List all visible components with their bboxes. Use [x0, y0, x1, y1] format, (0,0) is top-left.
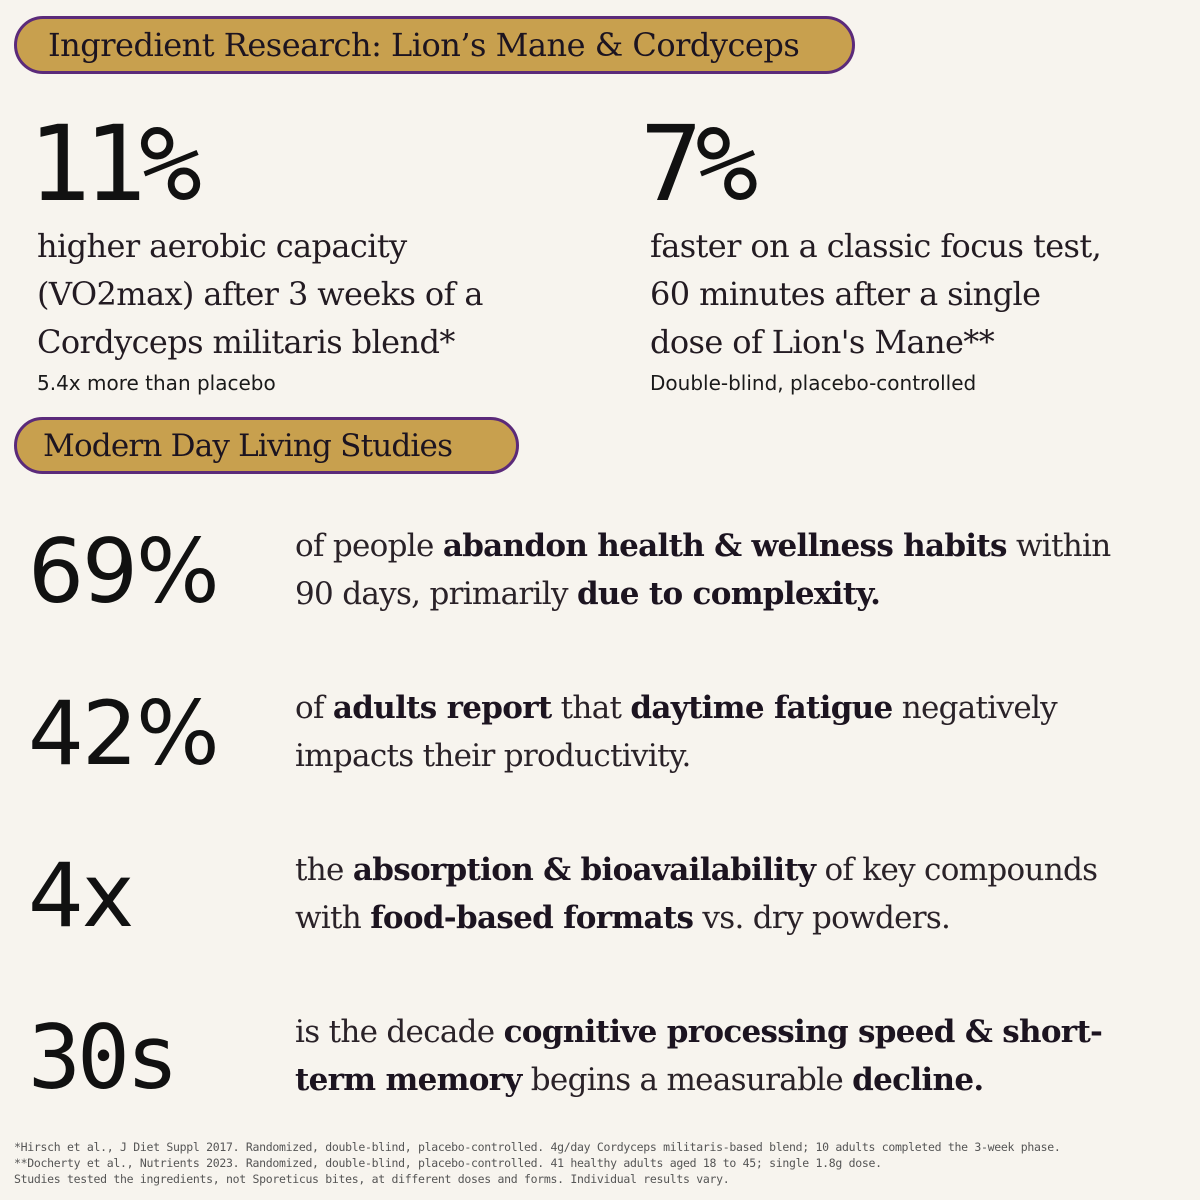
stat-text-line [295, 732, 1057, 780]
vo2max-stat-value: 11% [28, 103, 195, 225]
research-section-title: Ingredient Research: Lion’s Mane & Cordyceps [48, 26, 800, 64]
habits-stat-value: 69% [28, 520, 218, 623]
emphasis-text: cognitive processing speed & short- [503, 1014, 1103, 1050]
footnote-cordyceps: *Hirsch et al., J Diet Suppl 2017. Randomized, double-blind, placebo-controlled. 4g/day Cordyceps militaris-based blend; 10 adults completed the 3-week phase. [14, 1140, 1061, 1154]
living-section-badge [14, 417, 519, 474]
stat-text: the [295, 852, 353, 888]
description-line: Cordyceps militaris blend* [37, 323, 455, 361]
vo2max-stat-description [37, 222, 483, 366]
absorption-stat-text [295, 846, 1097, 942]
focus-stat-description [650, 222, 1101, 366]
footnote-disclaimer: Studies tested the ingredients, not Sporeticus bites, at different doses and forms. Individual results vary. [14, 1172, 730, 1186]
stat-text-line [295, 522, 1111, 570]
stat-text: that [551, 690, 631, 726]
living-section-title: Modern Day Living Studies [43, 427, 453, 464]
stat-text-line [295, 846, 1097, 894]
stat-text: begins a measurable [521, 1062, 853, 1098]
footnotes [14, 1139, 1061, 1187]
description-line: (VO2max) after 3 weeks of a [37, 275, 483, 313]
cognition-stat-value: 30s [28, 1006, 175, 1109]
emphasis-text: absorption & bioavailability [352, 852, 816, 888]
description-line: 60 minutes after a single [650, 275, 1041, 313]
emphasis-text: food-based formats [370, 900, 694, 936]
stat-text: of [295, 690, 333, 726]
stat-text-line [295, 570, 1111, 618]
stat-text: impacts their productivity. [295, 738, 691, 774]
stat-text: with [295, 900, 371, 936]
emphasis-text: adults report [332, 690, 552, 726]
emphasis-text: decline. [852, 1062, 984, 1098]
emphasis-text: due to complexity. [576, 576, 881, 612]
description-line: faster on a classic focus test, [650, 227, 1102, 265]
description-line: dose of Lion's Mane** [650, 323, 995, 361]
stat-text-line [295, 894, 1097, 942]
stat-text-line [295, 1008, 1102, 1056]
stat-text: is the decade [295, 1014, 504, 1050]
stat-text: within [1006, 528, 1111, 564]
stat-text: of people [295, 528, 443, 564]
emphasis-text: daytime fatigue [630, 690, 893, 726]
stat-text-line [295, 1056, 1102, 1104]
stat-text: vs. dry powders. [693, 900, 951, 936]
fatigue-stat-value: 42% [28, 682, 218, 785]
footnote-lions-mane: **Docherty et al., Nutrients 2023. Randomized, double-blind, placebo-controlled. 41 healthy adults aged 18 to 45; single 1.8g dose. [14, 1156, 882, 1170]
stat-text-line [295, 684, 1057, 732]
absorption-stat-value: 4x [28, 844, 133, 947]
focus-stat-value: 7% [640, 103, 752, 225]
cognition-stat-text [295, 1008, 1102, 1104]
habits-stat-text [295, 522, 1111, 618]
emphasis-text: abandon health & wellness habits [442, 528, 1007, 564]
stat-text: negatively [892, 690, 1057, 726]
emphasis-text: term memory [295, 1062, 522, 1098]
vo2max-stat-note: 5.4x more than placebo [37, 371, 276, 395]
fatigue-stat-text [295, 684, 1057, 780]
stat-text: 90 days, primarily [295, 576, 577, 612]
research-section-badge [14, 16, 855, 74]
description-line: higher aerobic capacity [37, 227, 407, 265]
focus-stat-note: Double-blind, placebo-controlled [650, 371, 977, 395]
stat-text: of key compounds [815, 852, 1098, 888]
